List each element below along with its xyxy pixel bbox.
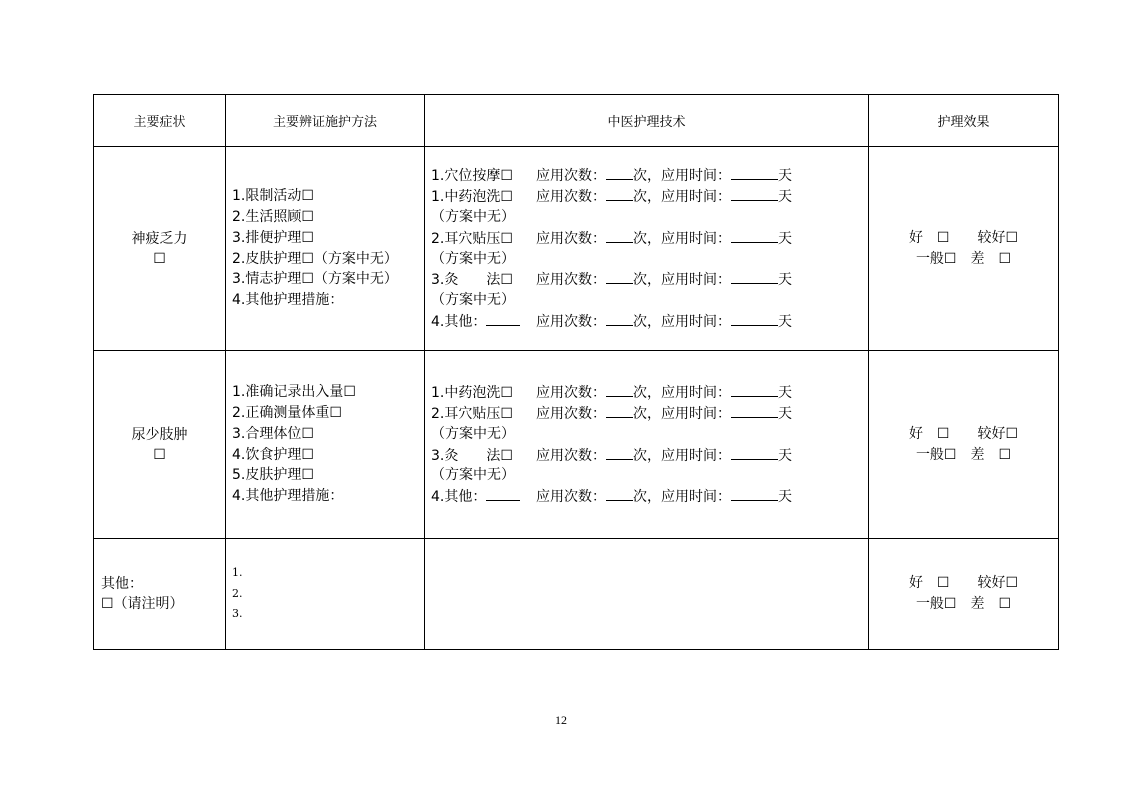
header-methods: 主要辨证施护方法 bbox=[226, 95, 425, 147]
header-row bbox=[94, 95, 1059, 147]
days-label: 天 bbox=[778, 447, 792, 464]
technique-line bbox=[431, 445, 868, 466]
technique-name[interactable]: 1.中药泡洗☐ bbox=[431, 385, 513, 402]
technique-line bbox=[431, 403, 868, 424]
technique-line bbox=[431, 486, 868, 507]
count-blank[interactable] bbox=[606, 186, 633, 201]
effect-cell bbox=[869, 539, 1059, 650]
symptom-checkbox[interactable]: ☐ bbox=[153, 446, 166, 463]
apply-time-label: 次，应用时间： bbox=[633, 272, 731, 289]
other-label: 4.其他： bbox=[431, 489, 487, 506]
method-item[interactable]: 2.皮肤护理☐（方案中无） bbox=[232, 250, 398, 267]
technique-line bbox=[431, 382, 868, 403]
technique-note: （方案中无） bbox=[431, 208, 515, 225]
count-blank[interactable] bbox=[606, 269, 633, 284]
apply-time-label: 次，应用时间： bbox=[633, 489, 731, 506]
techniques-cell bbox=[425, 351, 869, 539]
time-blank[interactable] bbox=[731, 269, 778, 284]
symptom-name: 神疲乏力 bbox=[131, 230, 188, 247]
apply-count-label: 应用次数： bbox=[536, 272, 606, 289]
effect-options-row[interactable]: 好 ☐ 较好☐ bbox=[908, 425, 1019, 442]
method-item[interactable]: 2. bbox=[232, 586, 243, 600]
days-label: 天 bbox=[778, 189, 792, 206]
apply-count-label: 应用次数： bbox=[536, 489, 606, 506]
apply-count-label: 应用次数： bbox=[536, 189, 606, 206]
apply-count-label: 应用次数： bbox=[536, 405, 606, 422]
method-item[interactable]: 3.合理体位☐ bbox=[232, 425, 314, 442]
technique-line bbox=[431, 186, 868, 207]
method-item[interactable]: 4.饮食护理☐ bbox=[232, 446, 314, 463]
time-blank[interactable] bbox=[731, 228, 778, 243]
effect-options-row[interactable]: 好 ☐ 较好☐ bbox=[908, 229, 1019, 246]
technique-note: （方案中无） bbox=[431, 292, 515, 309]
apply-count-label: 应用次数： bbox=[536, 313, 606, 330]
effect-options-row[interactable]: 一般☐ 差 ☐ bbox=[915, 596, 1012, 612]
nursing-effect-table bbox=[93, 94, 1059, 650]
method-item[interactable]: 3.情志护理☐（方案中无） bbox=[232, 271, 398, 288]
header-symptom: 主要症状 bbox=[94, 95, 226, 147]
technique-note: （方案中无） bbox=[431, 467, 515, 484]
time-blank[interactable] bbox=[731, 382, 778, 397]
count-blank[interactable] bbox=[606, 382, 633, 397]
technique-name[interactable]: 3.灸 法☐ bbox=[431, 447, 513, 464]
methods-cell bbox=[226, 539, 425, 650]
technique-line bbox=[431, 311, 868, 332]
method-item[interactable]: 3.排便护理☐ bbox=[232, 229, 314, 246]
days-label: 天 bbox=[778, 313, 792, 330]
table-row bbox=[94, 351, 1059, 539]
days-label: 天 bbox=[778, 168, 792, 185]
time-blank[interactable] bbox=[731, 486, 778, 501]
technique-name-other bbox=[431, 311, 536, 333]
symptom-name: 尿少肢肿 bbox=[131, 426, 188, 443]
technique-name[interactable]: 2.耳穴贴压☐ bbox=[431, 230, 513, 247]
method-item[interactable]: 3. bbox=[232, 607, 243, 621]
apply-count-label: 应用次数： bbox=[536, 447, 606, 464]
count-blank[interactable] bbox=[606, 311, 633, 326]
other-blank[interactable] bbox=[486, 311, 520, 326]
days-label: 天 bbox=[778, 230, 792, 247]
effect-options-row[interactable]: 一般☐ 差 ☐ bbox=[915, 250, 1012, 267]
technique-name[interactable]: 1.穴位按摩☐ bbox=[431, 168, 513, 185]
days-label: 天 bbox=[778, 385, 792, 402]
count-blank[interactable] bbox=[606, 486, 633, 501]
time-blank[interactable] bbox=[731, 403, 778, 418]
apply-time-label: 次，应用时间： bbox=[633, 189, 731, 206]
apply-count-label: 应用次数： bbox=[536, 385, 606, 402]
technique-line bbox=[431, 165, 868, 186]
symptom-cell bbox=[94, 351, 226, 539]
apply-time-label: 次，应用时间： bbox=[633, 230, 731, 247]
method-item: 4.其他护理措施： bbox=[232, 292, 344, 309]
symptom-checkbox[interactable]: ☐ bbox=[153, 250, 166, 267]
technique-name-other bbox=[431, 486, 536, 508]
symptom-name: 其他： bbox=[101, 576, 143, 592]
other-label: 4.其他： bbox=[431, 313, 487, 330]
technique-name[interactable]: 2.耳穴贴压☐ bbox=[431, 405, 513, 422]
technique-line bbox=[431, 269, 868, 290]
method-item: 4.其他护理措施： bbox=[232, 488, 344, 505]
techniques-cell-empty[interactable] bbox=[425, 539, 869, 650]
techniques-cell bbox=[425, 147, 869, 351]
effect-cell bbox=[869, 351, 1059, 539]
time-blank[interactable] bbox=[731, 186, 778, 201]
apply-count-label: 应用次数： bbox=[536, 168, 606, 185]
technique-name[interactable]: 1.中药泡洗☐ bbox=[431, 189, 513, 206]
symptom-cell bbox=[94, 147, 226, 351]
method-item[interactable]: 2.生活照顾☐ bbox=[232, 208, 314, 225]
method-item[interactable]: 5.皮肤护理☐ bbox=[232, 467, 314, 484]
header-effect: 护理效果 bbox=[869, 95, 1059, 147]
method-item[interactable]: 1. bbox=[232, 565, 243, 579]
apply-time-label: 次，应用时间： bbox=[633, 168, 731, 185]
table-row bbox=[94, 147, 1059, 351]
days-label: 天 bbox=[778, 489, 792, 506]
count-blank[interactable] bbox=[606, 228, 633, 243]
technique-name[interactable]: 3.灸 法☐ bbox=[431, 272, 513, 289]
count-blank[interactable] bbox=[606, 403, 633, 418]
apply-time-label: 次，应用时间： bbox=[633, 405, 731, 422]
methods-cell bbox=[226, 351, 425, 539]
apply-time-label: 次，应用时间： bbox=[633, 313, 731, 330]
page-number: 12 bbox=[555, 713, 567, 727]
methods-cell bbox=[226, 147, 425, 351]
effect-options-row[interactable]: 一般☐ 差 ☐ bbox=[915, 446, 1012, 463]
other-blank[interactable] bbox=[486, 486, 520, 501]
apply-count-label: 应用次数： bbox=[536, 230, 606, 247]
effect-options-row[interactable]: 好 ☐ 较好☐ bbox=[908, 575, 1019, 592]
time-blank[interactable] bbox=[731, 311, 778, 326]
technique-note: （方案中无） bbox=[431, 250, 515, 267]
apply-time-label: 次，应用时间： bbox=[633, 385, 731, 402]
time-blank[interactable] bbox=[731, 165, 778, 180]
count-blank[interactable] bbox=[606, 165, 633, 180]
count-blank[interactable] bbox=[606, 445, 633, 460]
method-item[interactable]: 1.准确记录出入量☐ bbox=[232, 384, 356, 401]
days-label: 天 bbox=[778, 272, 792, 289]
table-row bbox=[94, 539, 1059, 650]
time-blank[interactable] bbox=[731, 445, 778, 460]
header-techniques: 中医护理技术 bbox=[425, 95, 869, 147]
apply-time-label: 次，应用时间： bbox=[633, 447, 731, 464]
days-label: 天 bbox=[778, 405, 792, 422]
effect-cell bbox=[869, 147, 1059, 351]
symptom-cell bbox=[94, 539, 226, 650]
method-item[interactable]: 1.限制活动☐ bbox=[232, 188, 314, 205]
method-item[interactable]: 2.正确测量体重☐ bbox=[232, 404, 342, 421]
symptom-other-checkbox[interactable]: ☐（请注明） bbox=[101, 596, 184, 612]
technique-note: （方案中无） bbox=[431, 425, 515, 442]
technique-line bbox=[431, 228, 868, 249]
